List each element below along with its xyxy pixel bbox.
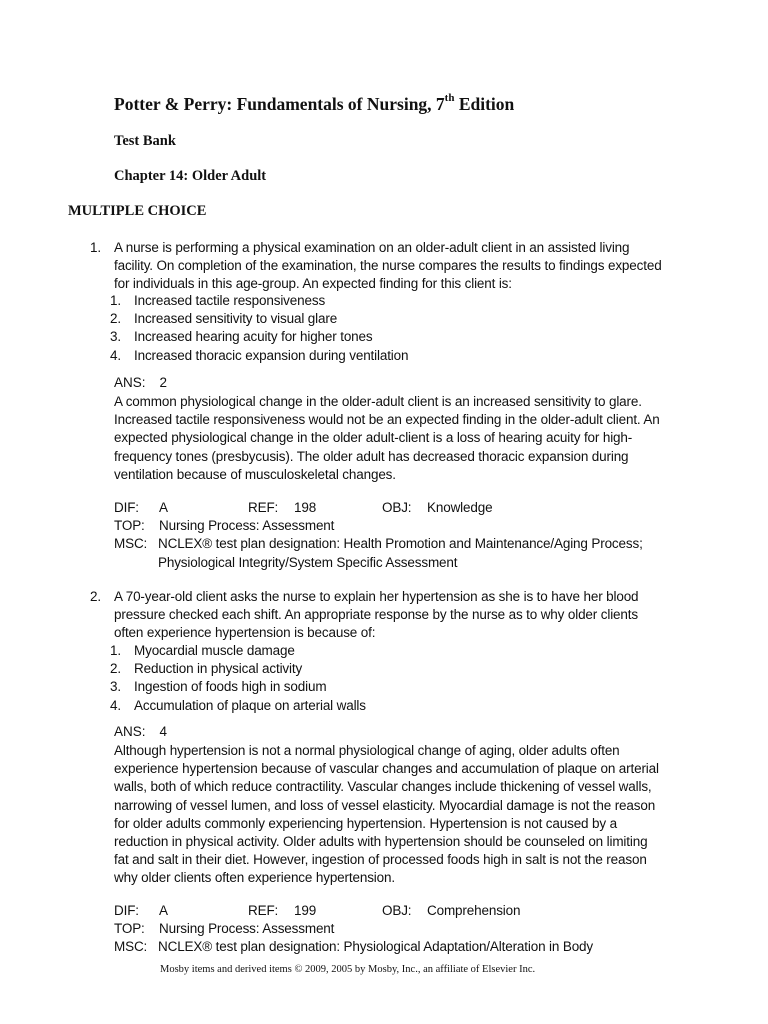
chapter-heading: Chapter 14: Older Adult <box>114 168 267 184</box>
answer-option: 1. Myocardial muscle damage <box>110 643 295 658</box>
dif-label: DIF: <box>114 500 139 515</box>
answer-options <box>110 642 366 715</box>
obj-value: Comprehension <box>427 903 521 918</box>
msc-label: MSC: <box>114 536 148 552</box>
question-stem: A 70-year-old client asks the nurse to explain her hypertension as she is to have her blood pressure checked each shift. An appropriate response by the nurse as to why older clients often experience hypertension is because of: <box>114 589 639 641</box>
dif-value: A <box>159 903 168 918</box>
top-value: Nursing Process: Assessment <box>159 921 335 937</box>
answer-option: 1. Increased tactile responsiveness <box>110 293 326 308</box>
ref-label: REF: <box>248 500 279 515</box>
dif-value: A <box>159 500 168 515</box>
question-metadata <box>114 902 674 957</box>
ref-value: 199 <box>294 903 317 918</box>
answer-option: 4. Accumulation of plaque on arterial walls <box>110 697 366 713</box>
obj-label: OBJ: <box>382 903 412 918</box>
top-label: TOP: <box>114 921 145 937</box>
msc-value: NCLEX® test plan designation: Physiological Adaptation/Alteration in Body <box>158 939 594 955</box>
obj-label: OBJ: <box>382 500 412 515</box>
answer-key: ANS: 4 <box>114 724 168 739</box>
answer-option: 4. Increased thoracic expansion during ventilation <box>110 347 409 363</box>
question-number: 1. <box>90 240 102 255</box>
answer-option: 2. Increased sensitivity to visual glare <box>110 311 338 327</box>
dif-label: DIF: <box>114 903 139 918</box>
msc-value: NCLEX® test plan designation: Health Promotion and Maintenance/Aging Process; Physiological Integrity/System Specific Assessment <box>158 536 643 570</box>
answer-options <box>110 292 408 365</box>
answer-key: ANS: 2 <box>114 375 168 390</box>
ref-label: REF: <box>248 903 279 918</box>
top-label: TOP: <box>114 518 145 534</box>
answer-option: 2. Reduction in physical activity <box>110 661 303 677</box>
answer-option: 3. Ingestion of foods high in sodium <box>110 679 327 695</box>
document-title: Potter & Perry: Fundamentals of Nursing, 7th Edition <box>114 92 515 114</box>
rationale-text: Although hypertension is not a normal physiological change of aging, older adults often experience hypertension because of vascular changes and accumulation of plaque on arterial walls, both of which reduce contractility. Vascular changes include thickening of vessel walls, narrowing of vessel lumen, and loss of vessel elasticity. Myocardial damage is not the reason for older adults commonly experiencing hypertension. Hypertension is not caused by a reduction in physical activity. Older adults with hypertension should be counseled on limiting fat and salt in their diet. However, ingestion of processed foods high in salt is not the reason why older clients often experience hypertension. <box>114 743 659 886</box>
top-value: Nursing Process: Assessment <box>159 518 335 534</box>
answer-option: 3. Increased hearing acuity for higher tones <box>110 329 373 345</box>
obj-value: Knowledge <box>427 500 493 515</box>
ref-value: 198 <box>294 500 317 515</box>
rationale-text: A common physiological change in the older-adult client is an increased sensitivity to glare. Increased tactile responsiveness would not be an expected finding in the older-adult client. An expected physiological change in the older adult-client is a loss of hearing acuity for high-frequency tones (presbycusis). The older adult has decreased thoracic expansion during ventilation because of musculoskeletal changes. <box>114 394 660 482</box>
msc-label: MSC: <box>114 939 148 955</box>
question-stem: A nurse is performing a physical examination on an older-adult client in an assisted living facility. On completion of the examination, the nurse compares the results to findings expected for individuals in this age-group. An expected finding for this client is: <box>114 240 662 292</box>
question-metadata <box>114 499 674 572</box>
question-number: 2. <box>90 589 102 604</box>
section-heading: MULTIPLE CHOICE <box>68 203 207 219</box>
test-bank-heading: Test Bank <box>114 133 176 149</box>
copyright-footer: Mosby items and derived items © 2009, 2005 by Mosby, Inc., an affiliate of Elsevier Inc. <box>160 964 536 975</box>
